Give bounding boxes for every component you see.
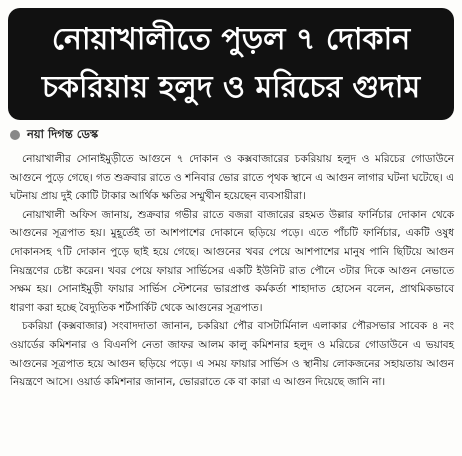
byline [10,126,98,144]
byline-text: নয়া দিগন্ত ডেস্ক [27,126,99,141]
headline-line-2: চকরিয়ায় হলুদ ও মরিচের গুদাম [41,70,421,105]
paragraph-2: নোয়াখালী অফিস জানায়, শুক্রবার গভীর রাতে বজরা বাজারের রহমত উল্লার ফার্নিচার দোকান থেকে আগুনের সূত্রপাত হয়। মুহূর্তেই তা আশপাশের দোকানে ছড়িয়ে পড়ে। এতে পাঁচটি ফার্নিচার, একটি ওষুধ দোকানসহ ৭টি দোকান পুড়ে ছাই হয়ে গেছে। আগুনের খবর পেয়ে আশপাশের মানুষ পানি ছিটিয়ে আগুন নিয়ন্ত্রণের চেষ্টা করেন। খবর পেয়ে ফায়ার সার্ভিসের একটি ইউনিট রাত পৌনে ৩টার দিকে আগুন নেভাতে সক্ষম হয়। সোনাইমুড়ী ফায়ার সার্ভিস স্টেশনের ভারপ্রাপ্ত কর্মকর্তা শাহাদাত হোসেন বলেন, প্রাথমিকভাবে ধারণা করা হচ্ছে বৈদ্যুতিক শর্টসার্কিট থেকে আগুনের সূত্রপাত। [10,208,454,314]
paragraph-3: চকরিয়া (কক্সবাজার) সংবাদদাতা জানান, চকরিয়া পৌর বাসটার্মিনাল এলাকার পৌরসভার সাবেক ৪ নং ওয়ার্ডের কমিশনার ও বিএনপি নেতা জাফর আলম কালু কমিশনার হলুদ ও মরিচের গোডাউনে এ ভয়াবহ আগুনের সূত্রপাত হয়ে আগুন ছড়িয়ে পড়ে। এ সময় ফায়ার সার্ভিস ও স্থানীয় লোকজনের সহায়তায় আগুন নিয়ন্ত্রণে আসে। ওয়ার্ড কমিশনার জানান, ভোররাতে কে বা কারা এ আগুন দিয়েছে জানি না। [10,320,454,389]
headline-line-1: নোয়াখালীতে পুড়ল ৭ দোকান [51,22,411,57]
bullet-icon [10,130,20,140]
article-body [10,150,454,392]
headline-box [8,8,454,120]
paragraph-1: নোয়াখালীর সোনাইমুড়ীতে আগুনে ৭ দোকান ও কক্সবাজারের চকরিয়ায় হলুদ ও মরিচের গোডাউনে আগুনে পুড়ে গেছে। গত শুক্রবার রাতে ও শনিবার ভোর রাতে পৃথক স্থানে এ আগুন লাগার ঘটনা ঘটেছে। এ ঘটনায় প্রায় দুই কোটি টাকার আর্থিক ক্ষতির সম্মুখীন হয়েছেন ব্যবসায়ীরা। [10,153,454,203]
